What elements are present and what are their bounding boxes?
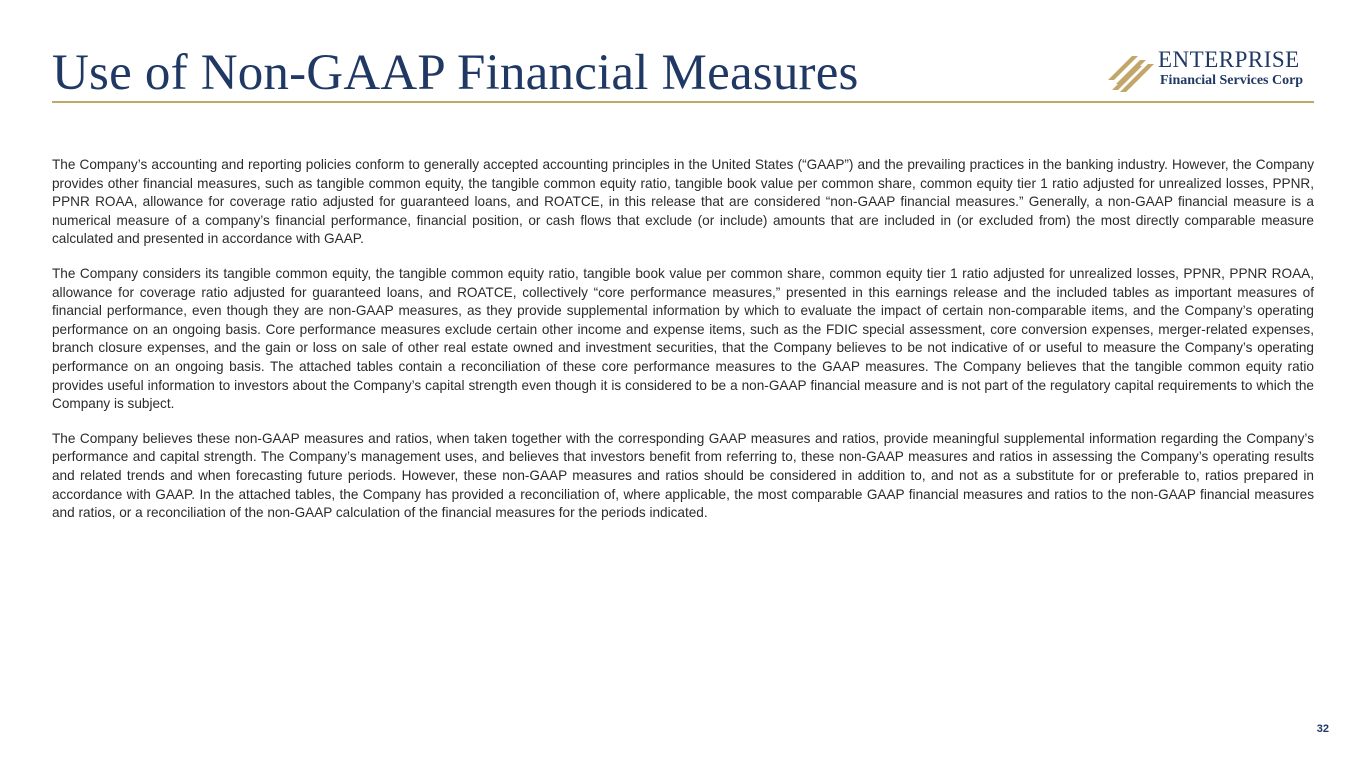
paragraph-supplemental-information: The Company believes these non-GAAP measures and ratios, when taken together with the corresponding GAAP measures and ratios, provide meaningful supplemental information regarding the Company’s performance and capital strength. The Company’s management uses, and believes that investors benefit from referring to, these non-GAAP measures and ratios in assessing the Company’s operating results and related trends and when forecasting future periods. However, these non-GAAP measures and ratios should be considered in addition to, and not as a substitute for or preferable to, ratios prepared in accordance with GAAP. In the attached tables, the Company has provided a reconciliation of, where applicable, the most comparable GAAP financial measures and ratios to the non-GAAP financial measures and ratios, or a reconciliation of the non-GAAP calculation of the financial measures for the periods indicated. [52, 430, 1314, 521]
enterprise-logo-icon [1108, 50, 1156, 92]
paragraph-core-performance-measures: The Company considers its tangible common equity, the tangible common equity ratio, tangible book value per common share, common equity tier 1 ratio adjusted for unrealized losses, PPNR, PPNR ROAA, allowance for coverage ratio adjusted for guaranteed loans, and ROATCE, collectively “core performance measures,” presented in this earnings release and the included tables as important measures of financial performance, even though they are non-GAAP measures, as they provide supplemental information by which to evaluate the impact of certain non-comparable items, and the Company’s operating performance on an ongoing basis. Core performance measures exclude certain other income and expense items, such as the FDIC special assessment, core conversion expenses, merger-related expenses, branch closure expenses, and the gain or loss on sale of other real estate owned and investment securities, that the Company believes to be not indicative of or useful to measure the Company’s operating performance on an ongoing basis. The attached tables contain a reconciliation of these core performance measures to the GAAP measures. The Company believes that the tangible common equity ratio provides useful information to investors about the Company’s capital strength even though it is considered to be a non-GAAP financial measure and is not part of the regulatory capital requirements to which the Company is subject. [52, 265, 1314, 412]
title-divider [52, 101, 1314, 103]
page-number: 32 [1316, 723, 1329, 735]
logo-name: ENTERPRISE [1158, 47, 1300, 72]
slide-title: Use of Non-GAAP Financial Measures [52, 45, 859, 101]
logo-subtitle: Financial Services Corp [1160, 73, 1304, 88]
body-text [52, 156, 1314, 539]
paragraph-accounting-policies: The Company’s accounting and reporting policies conform to generally accepted accounting principles in the United States (“GAAP”) and the prevailing practices in the banking industry. However, the Company provides other financial measures, such as tangible common equity, the tangible common equity ratio, tangible book value per common share, common equity tier 1 ratio adjusted for unrealized losses, PPNR, PPNR ROAA, allowance for coverage ratio adjusted for guaranteed loans, and ROATCE, in this release that are considered “non-GAAP financial measures.” Generally, a non-GAAP financial measure is a numerical measure of a company’s financial performance, financial position, or cash flows that exclude (or include) amounts that are included in (or excluded from) the most directly comparable measure calculated and presented in accordance with GAAP. [52, 157, 1314, 247]
company-logo [1108, 47, 1318, 94]
